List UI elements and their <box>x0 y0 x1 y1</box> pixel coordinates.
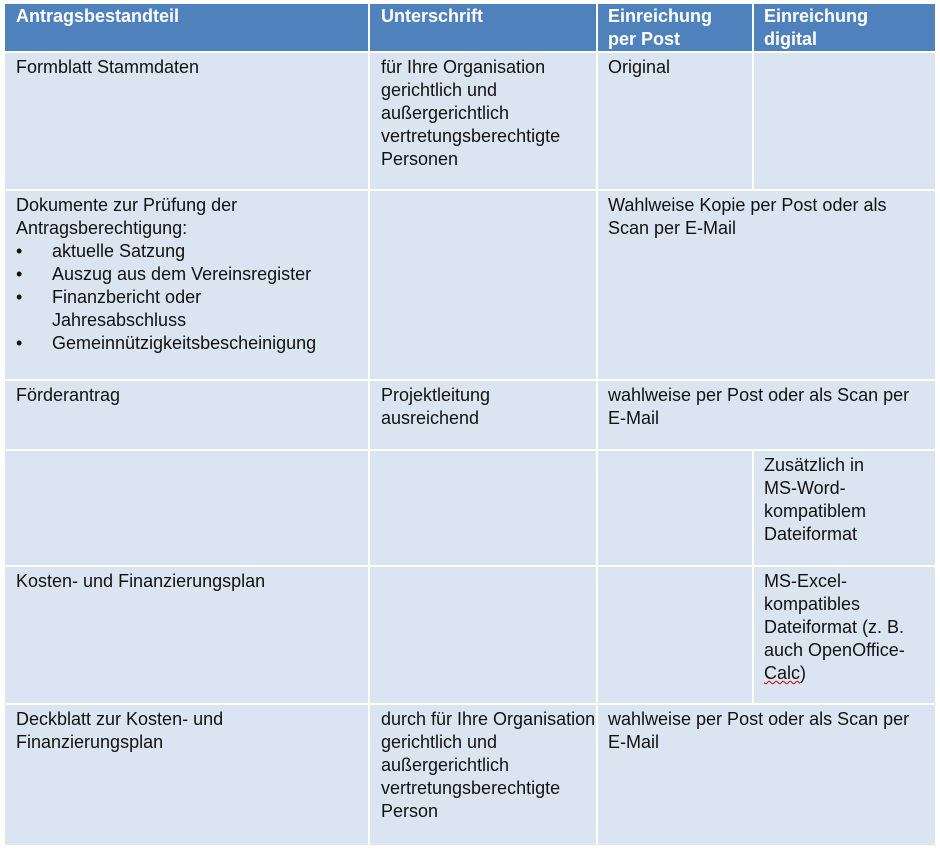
table-row-0-component <box>5 53 368 189</box>
list-item <box>16 263 368 286</box>
table-row-2-component <box>5 381 368 449</box>
table-row-3-component <box>5 451 368 565</box>
header-post-line1: Einreichung <box>608 6 713 26</box>
header-signature-label: Unterschrift <box>381 6 484 26</box>
table-row-1-component <box>5 191 368 379</box>
table-row-3-digital <box>754 451 935 565</box>
cell-text: MS-Excel-kompatibles Dateiformat (z. B. auch OpenOffice- <box>764 571 905 660</box>
list-item <box>16 286 368 332</box>
header-component <box>5 4 368 51</box>
cell-text: wahlweise per Post oder als Scan per E-Mail <box>608 709 910 752</box>
cell-text: Original <box>608 57 671 77</box>
submission-table <box>5 4 935 845</box>
header-digital-line1: Einreichung <box>764 6 869 26</box>
table-row-5-submission <box>598 705 935 845</box>
cell-text: für Ihre Organisation gerichtlich und außergerichtlich vertretungsberechtigte Personen <box>381 57 561 169</box>
cell-text: durch für Ihre Organisation gerichtlich und außergerichtlich vertretungsberechtigte Person <box>381 709 596 821</box>
list-item-text: Gemeinnützigkeitsbescheinigung <box>52 333 317 353</box>
bullet-icon: • <box>16 287 23 307</box>
cell-text: Zusätzlich in MS-Word-kompatiblem Dateiformat <box>764 455 867 544</box>
table-row-3-post <box>598 451 752 565</box>
cell-text: ) <box>800 663 807 683</box>
header-post <box>598 4 752 51</box>
table-row-2-signature <box>370 381 596 449</box>
list-item <box>16 332 368 355</box>
bullet-icon: • <box>16 333 23 353</box>
cell-text: wahlweise per Post oder als Scan per E-Mail <box>608 385 910 428</box>
table-row-5-signature <box>370 705 596 845</box>
table-row-0-digital <box>754 53 935 189</box>
list-item-text: Finanzbericht oder Jahresabschluss <box>52 287 202 330</box>
header-digital-line2: digital <box>764 29 817 49</box>
list-item <box>16 240 368 263</box>
cell-text: Dokumente zur Prüfung der Antragsberechtigung: <box>16 195 238 238</box>
cell-text: Kosten- und Finanzierungsplan <box>16 571 266 591</box>
header-signature <box>370 4 596 51</box>
bullet-icon: • <box>16 264 23 284</box>
table-row-2-submission <box>598 381 935 449</box>
table-row-0-post <box>598 53 752 189</box>
list-item-text: aktuelle Satzung <box>52 241 186 261</box>
table-row-1-signature <box>370 191 596 379</box>
cell-text: Projektleitung ausreichend <box>381 385 491 428</box>
cell-text: Förderantrag <box>16 385 121 405</box>
header-component-label: Antragsbestandteil <box>16 6 180 26</box>
spellcheck-underlined-word: Calc <box>764 663 801 683</box>
table-row-4-component <box>5 567 368 703</box>
cell-text: Wahlweise Kopie per Post oder als Scan per E-Mail <box>608 195 887 238</box>
table-row-0-signature <box>370 53 596 189</box>
document-list <box>16 240 368 355</box>
table-row-4-digital <box>754 567 935 703</box>
table-row-3-signature <box>370 451 596 565</box>
table-row-5-component <box>5 705 368 845</box>
bullet-icon: • <box>16 241 23 261</box>
header-digital <box>754 4 935 51</box>
cell-text: Formblatt Stammdaten <box>16 57 200 77</box>
header-post-line2: per Post <box>608 29 681 49</box>
table-row-4-signature <box>370 567 596 703</box>
cell-text: Deckblatt zur Kosten- und Finanzierungsplan <box>16 709 224 752</box>
table-row-4-post <box>598 567 752 703</box>
list-item-text: Auszug aus dem Vereinsregister <box>52 264 312 284</box>
table-row-1-submission <box>598 191 935 379</box>
